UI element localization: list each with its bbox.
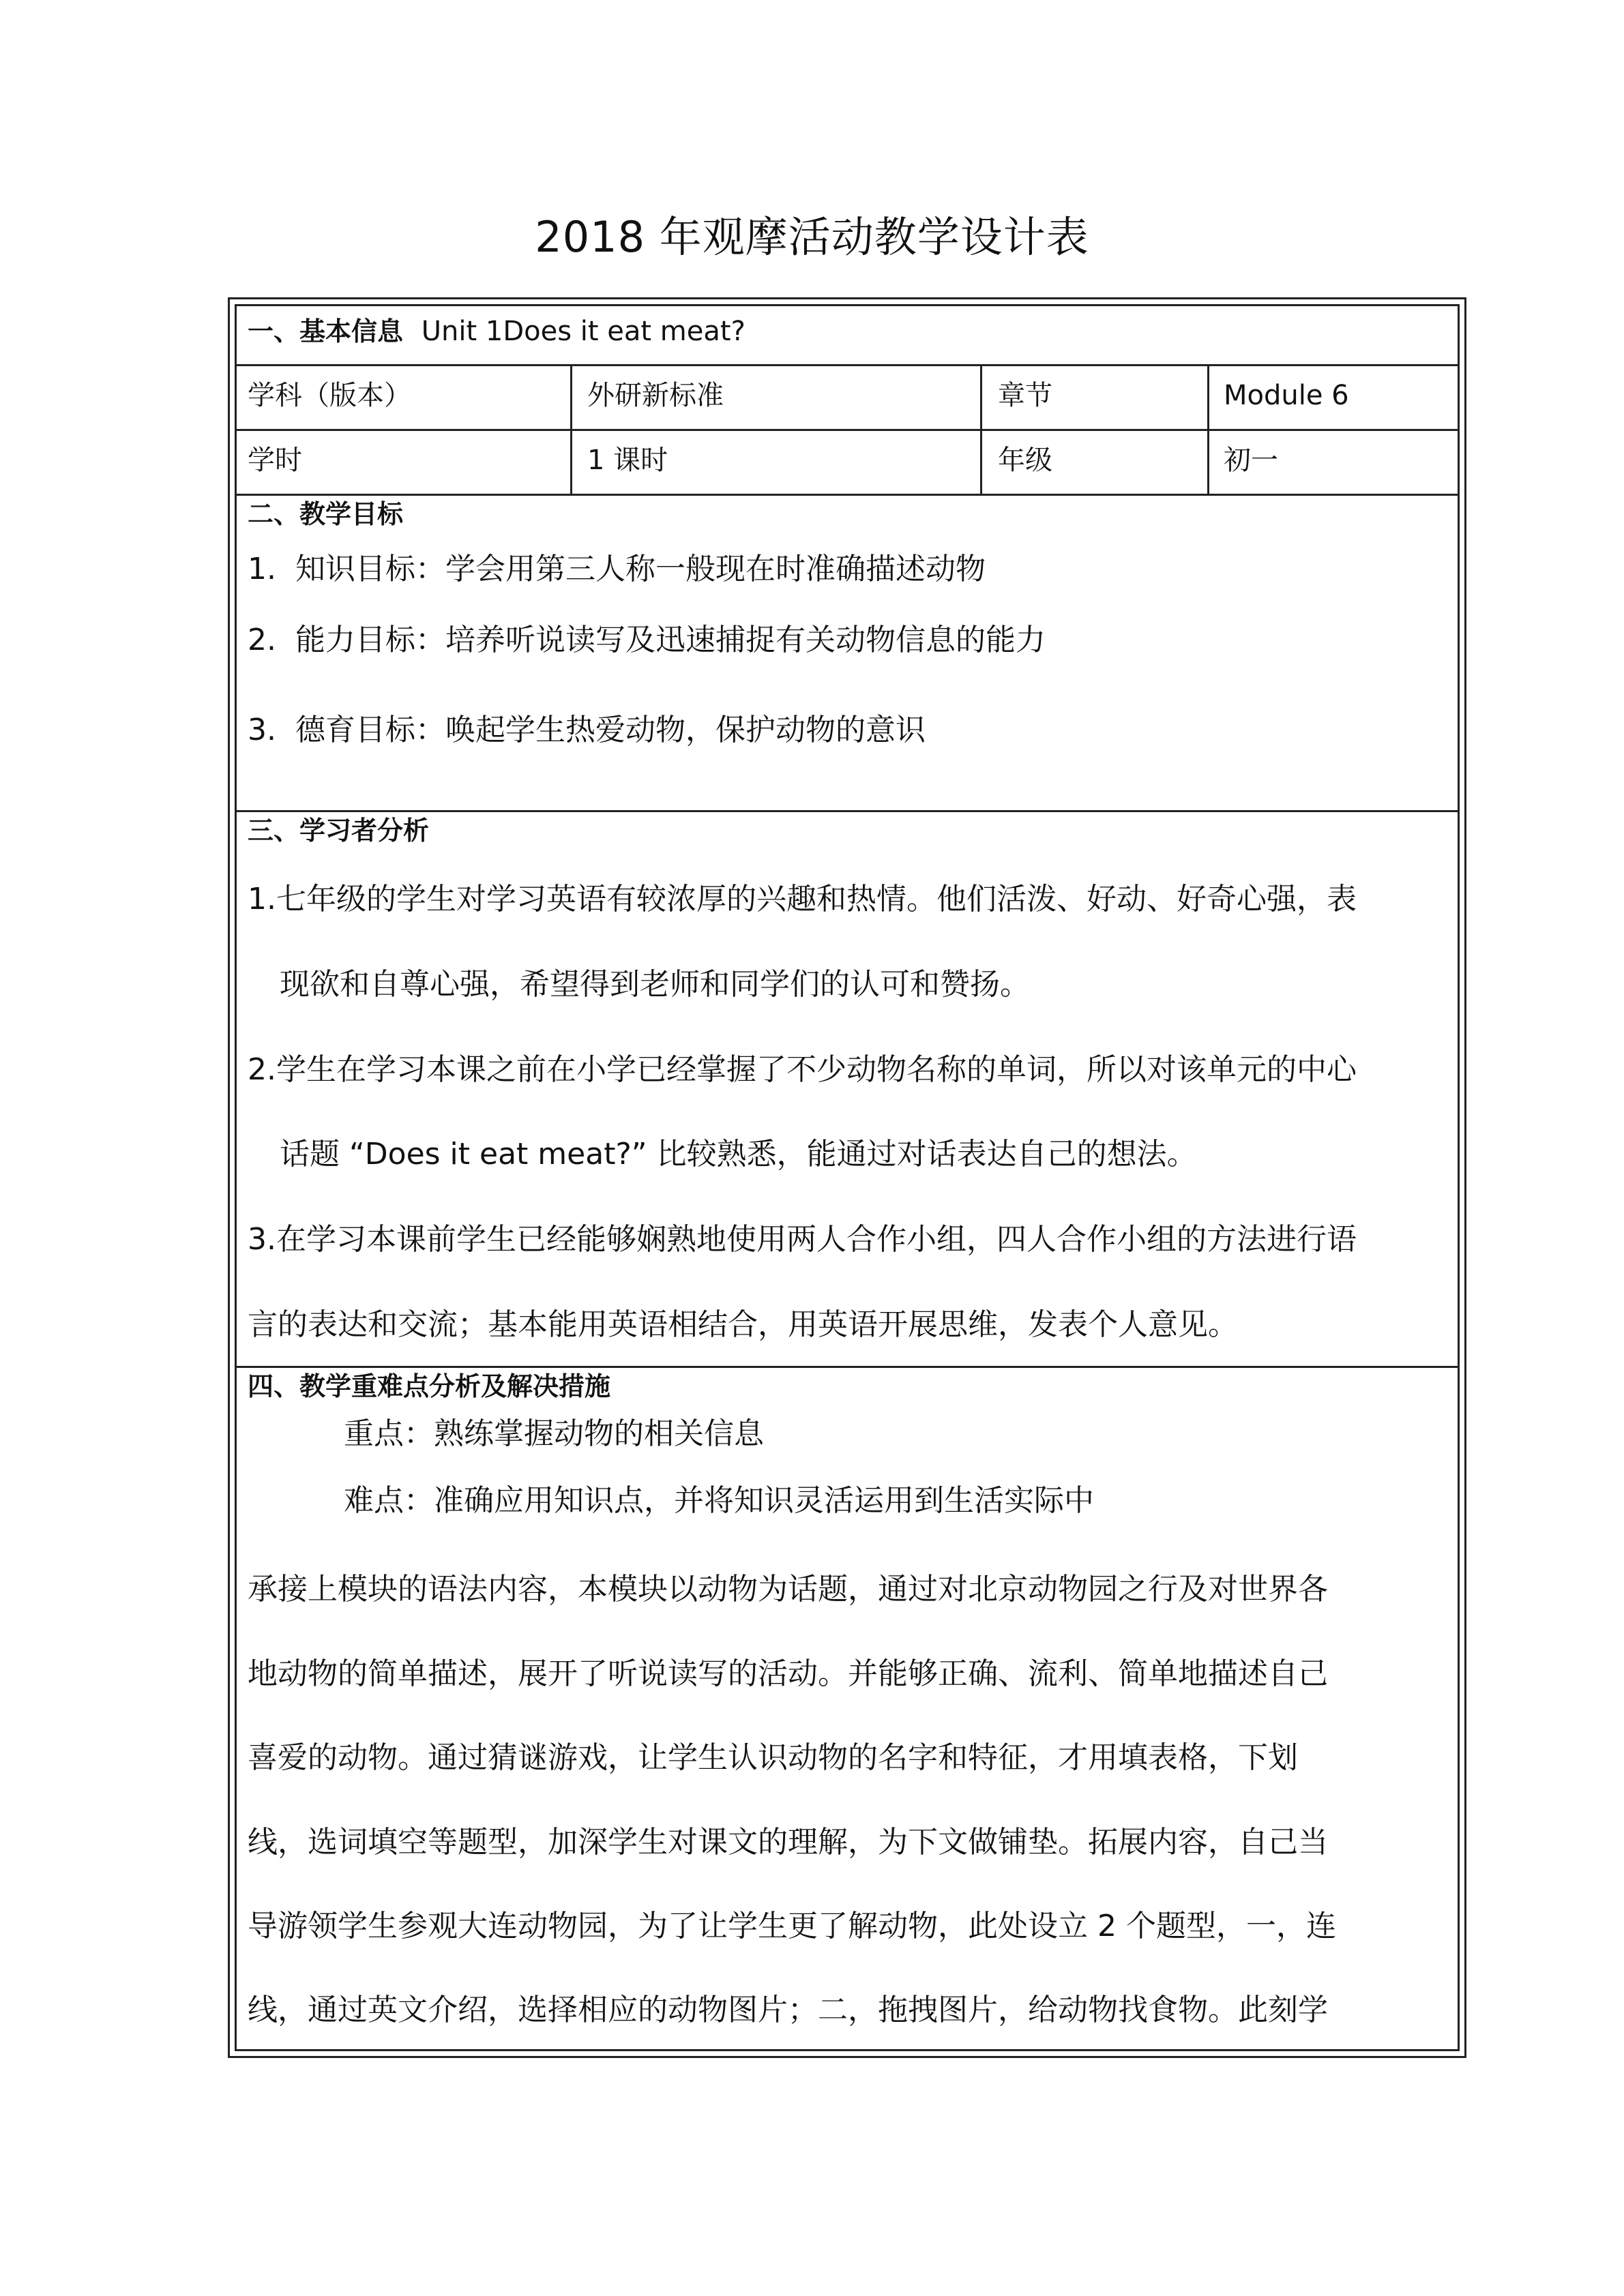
key-points-heading: 四、教学重难点分析及解决措施 — [248, 1371, 611, 1401]
key-points-line: 导游领学生参观大连动物园，为了让学生更了解动物，此处设立 2 个题型，一，连 — [248, 1909, 1336, 1943]
learner-analysis-heading: 三、学习者分析 — [248, 816, 430, 846]
analysis-line: 话题 “Does it eat meat?” 比较熟悉，能通过对话表达自己的想法。 — [280, 1137, 1197, 1172]
basic-info-header — [248, 315, 745, 348]
analysis-line: 2.学生在学习本课之前在小学已经掌握了不少动物名称的单词，所以对该单元的中心 — [248, 1052, 1357, 1087]
key-point: 重点：熟练掌握动物的相关信息 — [344, 1416, 764, 1451]
analysis-line: 现欲和自尊心强，希望得到老师和同学们的认可和赞扬。 — [280, 967, 1030, 1002]
subject-label: 学科（版本） — [248, 380, 411, 411]
objective-item: 3. 德育目标：唤起学生热爱动物，保护动物的意识 — [248, 713, 926, 747]
difficult-point: 难点：准确应用知识点，并将知识灵活运用到生活实际中 — [344, 1483, 1094, 1518]
key-points-line: 地动物的简单描述，展开了听说读写的活动。并能够正确、流利、简单地描述自己 — [248, 1656, 1328, 1691]
unit-title: Unit 1Does it eat meat? — [421, 316, 745, 347]
objective-item: 1. 知识目标：学会用第三人称一般现在时准确描述动物 — [248, 552, 986, 586]
column-divider — [980, 364, 982, 494]
row-divider — [235, 1366, 1460, 1368]
analysis-line: 1.七年级的学生对学习英语有较浓厚的兴趣和热情。他们活泼、好动、好奇心强，表 — [248, 882, 1357, 916]
hours-label: 学时 — [248, 445, 302, 476]
key-points-line: 承接上模块的语法内容，本模块以动物为话题，通过对北京动物园之行及对世界各 — [248, 1572, 1328, 1607]
key-points-line: 线，选词填空等题型，加深学生对课文的理解，为下文做铺垫。拓展内容，自己当 — [248, 1825, 1328, 1860]
row-divider — [235, 429, 1460, 431]
hours-value: 1 课时 — [587, 445, 668, 476]
objectives-heading: 二、教学目标 — [248, 499, 404, 529]
key-points-line: 喜爱的动物。通过猜谜游戏，让学生认识动物的名字和特征，才用填表格，下划 — [248, 1740, 1298, 1775]
column-divider — [1207, 364, 1209, 494]
grade-value: 初一 — [1224, 445, 1278, 476]
chapter-value: Module 6 — [1224, 380, 1349, 411]
chapter-label: 章节 — [998, 380, 1052, 411]
row-divider — [235, 810, 1460, 812]
subject-value: 外研新标准 — [587, 380, 724, 411]
key-points-line: 线，通过英文介绍，选择相应的动物图片；二，拖拽图片，给动物找食物。此刻学 — [248, 1993, 1328, 2027]
objective-item: 2. 能力目标：培养听说读写及迅速捕捉有关动物信息的能力 — [248, 623, 1046, 657]
grade-label: 年级 — [998, 445, 1052, 476]
column-divider — [570, 364, 572, 494]
page-title: 2018 年观摩活动教学设计表 — [535, 212, 1089, 262]
analysis-line: 言的表达和交流；基本能用英语相结合，用英语开展思维，发表个人意见。 — [248, 1307, 1238, 1342]
row-divider — [235, 494, 1460, 496]
analysis-line: 3.在学习本课前学生已经能够娴熟地使用两人合作小组，四人合作小组的方法进行语 — [248, 1222, 1357, 1257]
basic-info-heading: 一、基本信息 — [248, 316, 404, 346]
row-divider — [235, 364, 1460, 366]
